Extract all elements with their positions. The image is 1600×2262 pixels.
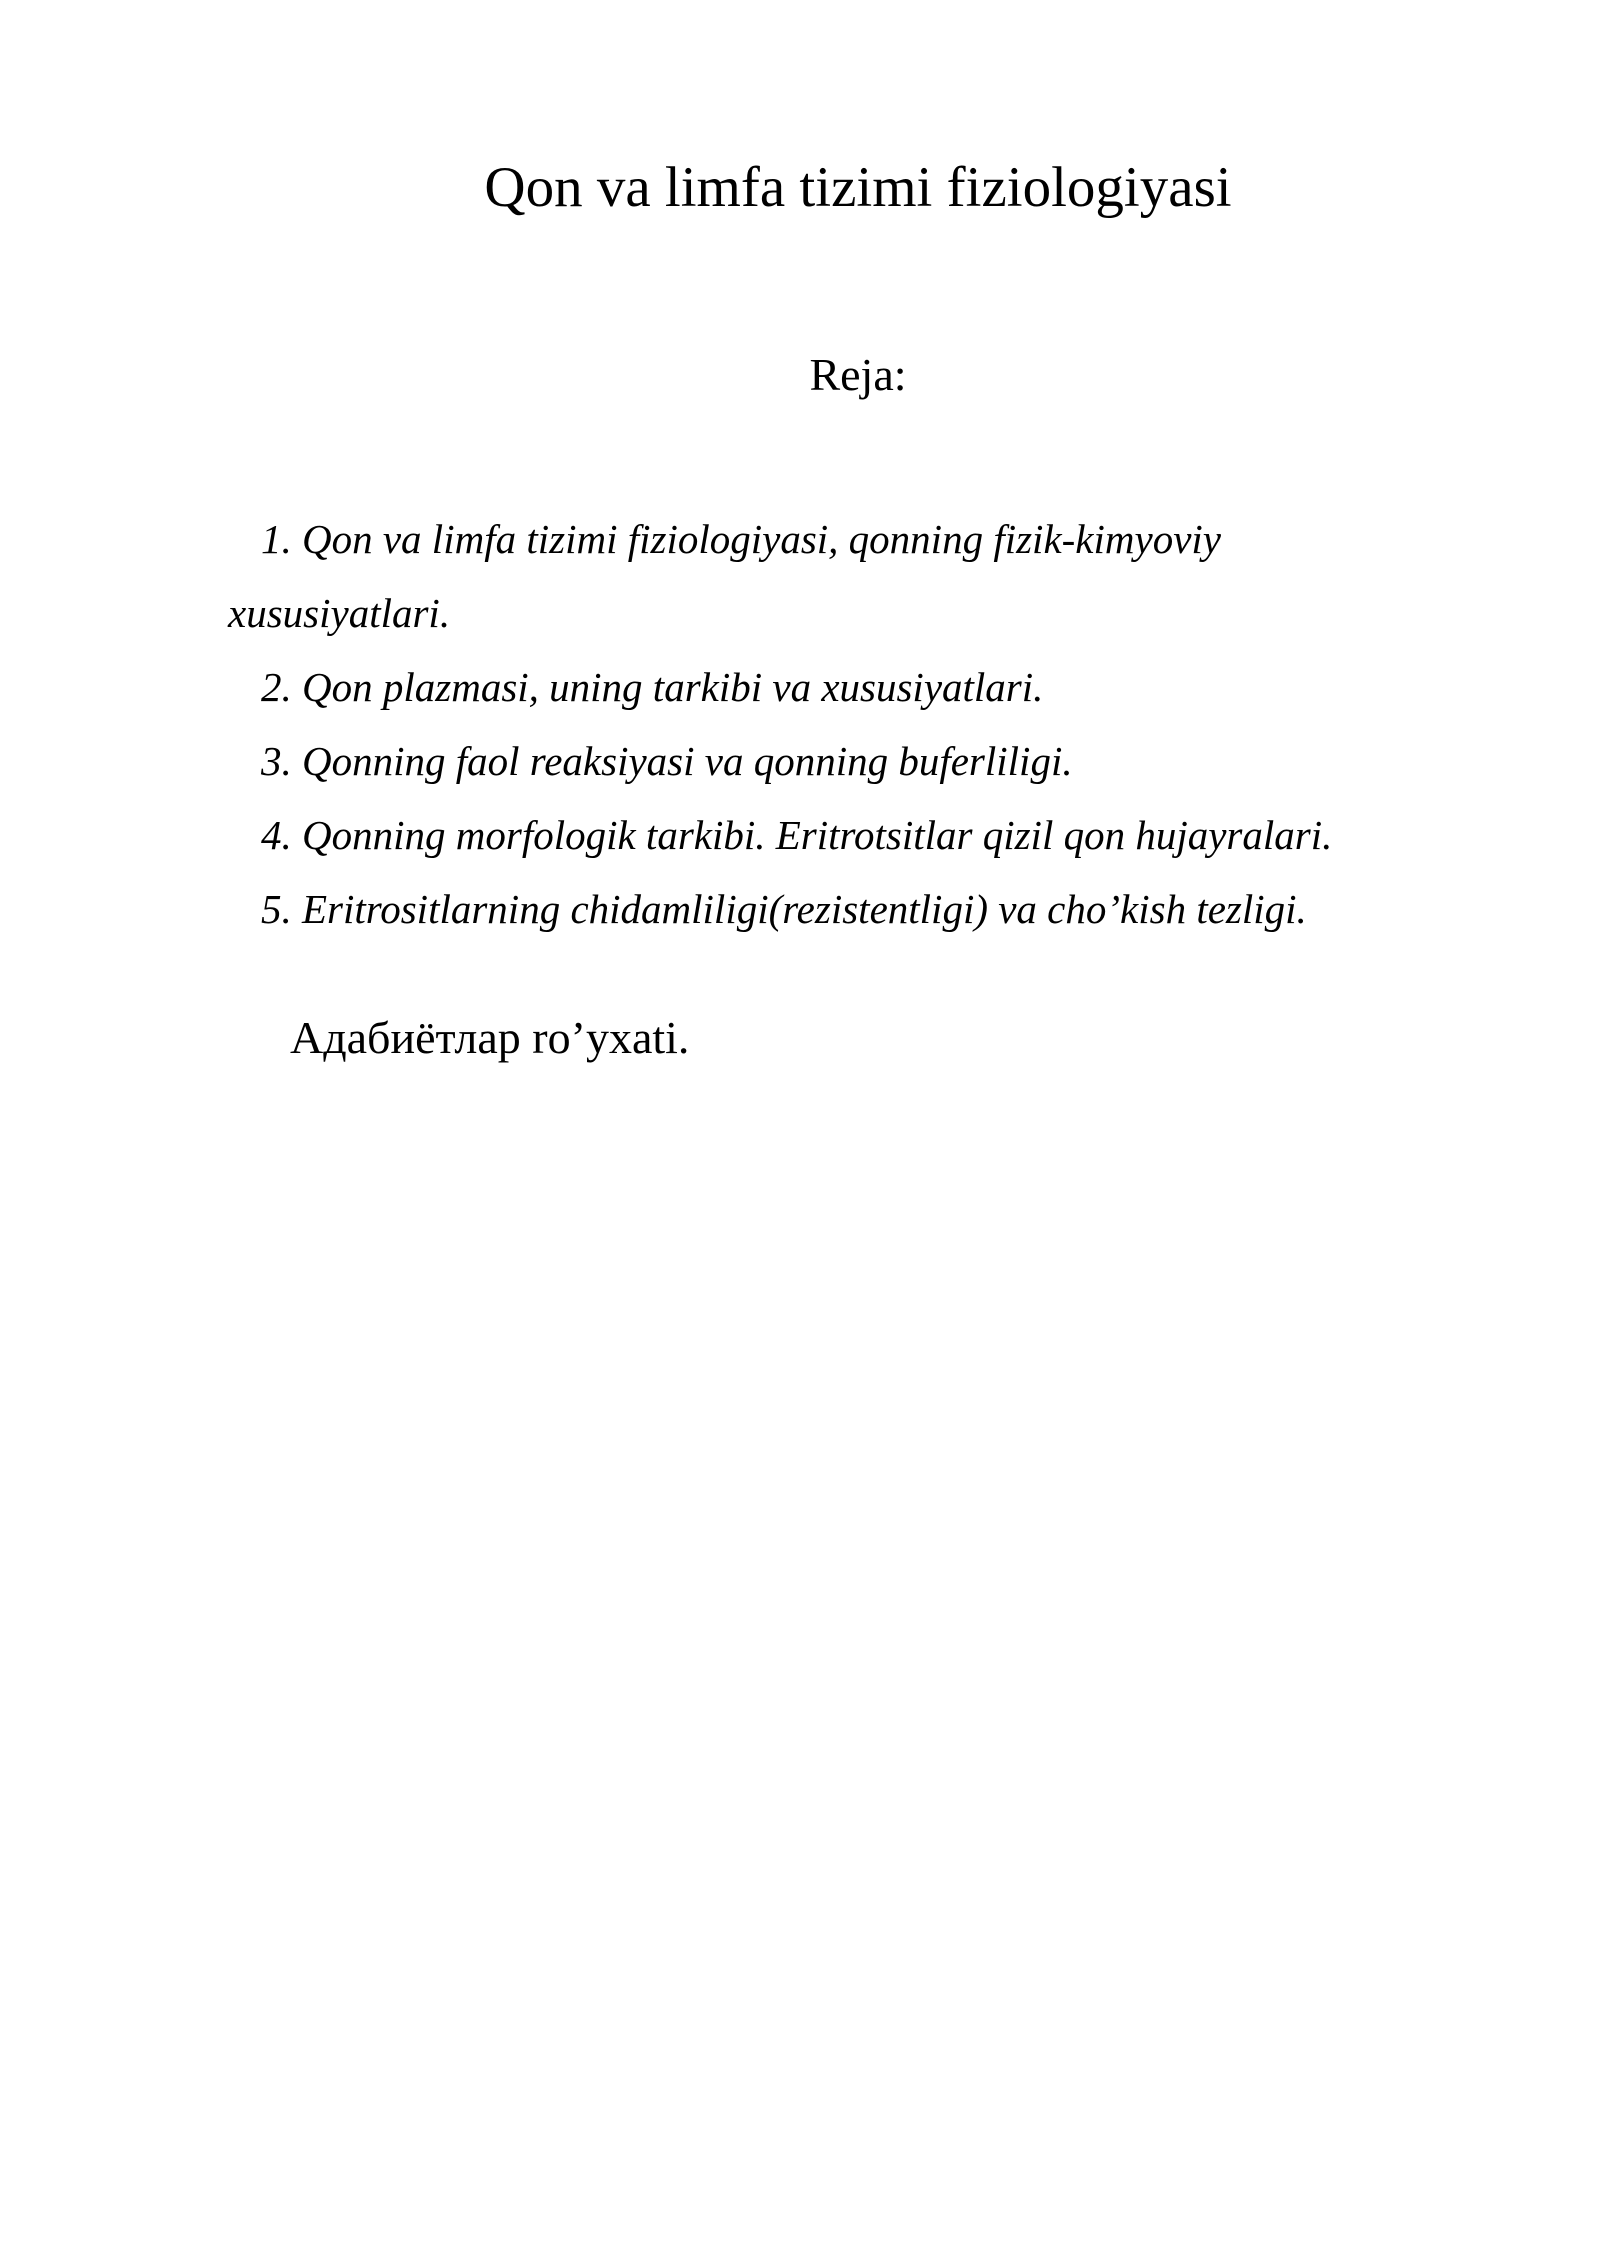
plan-item-number: 1. <box>261 516 292 562</box>
plan-item-text: Qon plazmasi, uning tarkibi va xususiyatlari. <box>302 664 1044 710</box>
plan-item <box>228 872 1428 946</box>
plan-item-number: 3. <box>261 738 292 784</box>
plan-item-text: Eritrositlarning chidamliligi(rezistentligi) va cho’kish tezligi. <box>302 886 1307 932</box>
plan-item-text: Qonning morfologik tarkibi. Eritrotsitlar qizil qon hujayralari. <box>302 812 1333 858</box>
plan-item <box>228 650 1428 724</box>
references-heading: Адабиётлар ro’yxati. <box>290 1012 690 1063</box>
plan-item <box>228 798 1428 872</box>
plan-heading: Reja: <box>809 349 907 400</box>
plan-item <box>228 502 1428 650</box>
plan-list <box>228 502 1428 946</box>
plan-item-text: Qonning faol reaksiyasi va qonning buferliligi. <box>302 738 1073 784</box>
plan-item-number: 2. <box>261 664 292 710</box>
plan-item-text: Qon va limfa tizimi fiziologiyasi, qonning fizik-kimyoviy xususiyatlari. <box>228 516 1221 636</box>
document-title: Qon va limfa tizimi fiziologiyasi <box>484 156 1232 219</box>
plan-item-number: 4. <box>261 812 292 858</box>
plan-item <box>228 724 1428 798</box>
plan-item-number: 5. <box>261 886 292 932</box>
